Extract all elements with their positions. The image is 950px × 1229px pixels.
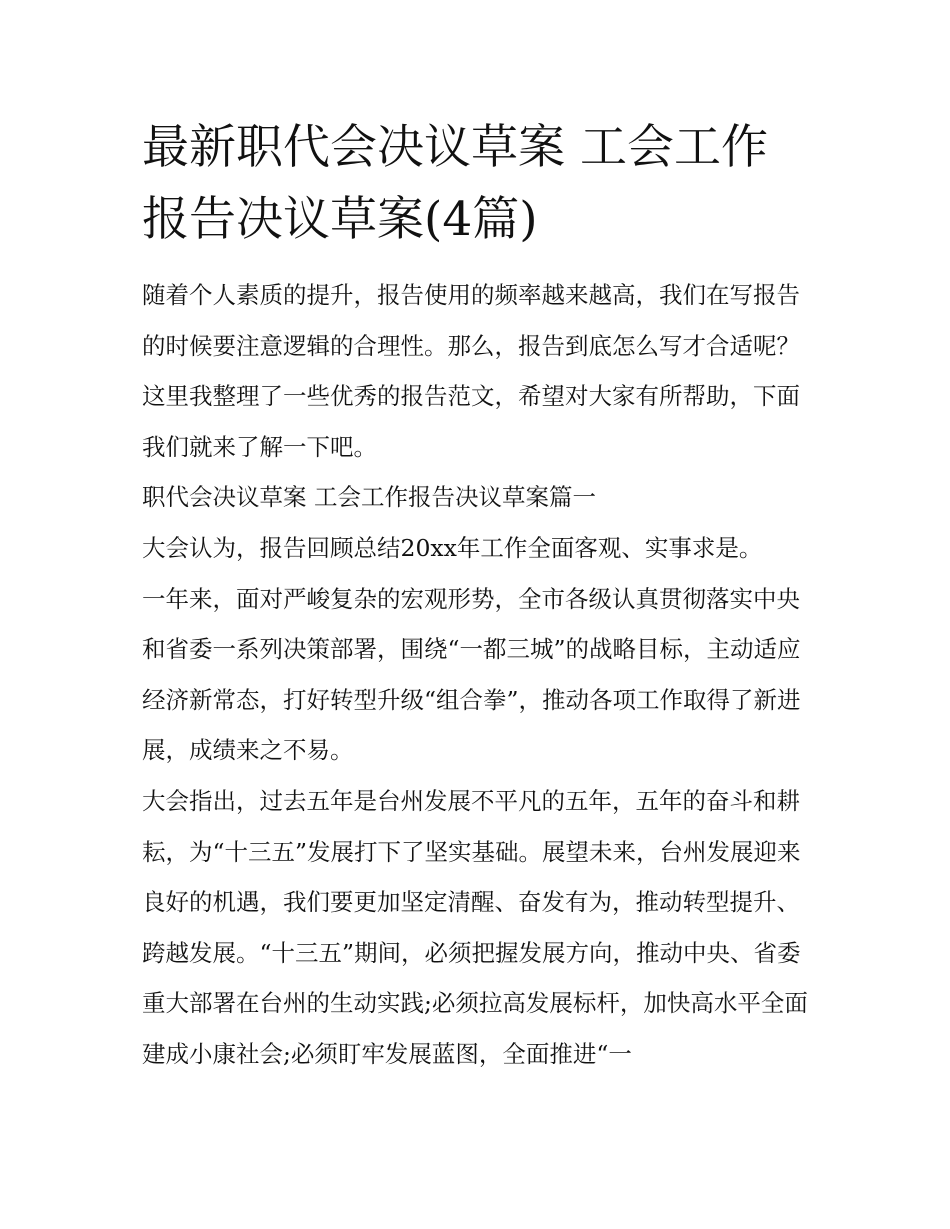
paragraph-intro: 随着个人素质的提升，报告使用的频率越来越高，我们在写报告的时候要注意逻辑的合理性。那么，报告到底怎么写才合适呢？这里我整理了一些优秀的报告范文，希望对大家有所帮助，下面我们就来了解一下吧。 [142, 281, 800, 461]
document-page [142, 112, 812, 1080]
paragraph-1: 大会认为，报告回顾总结20xx年工作全面客观、实事求是。 [142, 533, 763, 562]
paragraph-2: 一年来，面对严峻复杂的宏观形势，全市各级认真贯彻落实中央和省委一系列决策部署，围绕“一都三城”的战略目标，主动适应经济新常态，打好转型升级“组合拳”，推动各项工作取得了新进展，成绩来之不易。 [142, 584, 801, 765]
section-heading: 职代会决议草案 工会工作报告决议草案篇一 [142, 483, 596, 512]
document-title: 最新职代会决议草案 工会工作报告决议草案(4篇) [142, 120, 768, 247]
paragraph-3: 大会指出，过去五年是台州发展不平凡的五年，五年的奋斗和耕耘，为“十三五”发展打下了坚实基础。展望未来，台州发展迎来良好的机遇，我们要更加坚定清醒、奋发有为，推动转型提升、跨越发展。“十三五”期间，必须把握发展方向，推动中央、省委重大部署在台州的生动实践;必须拉高发展标杆，加快高水平全面建成小康社会;必须盯牢发展蓝图，全面推进“一 [142, 786, 808, 1068]
